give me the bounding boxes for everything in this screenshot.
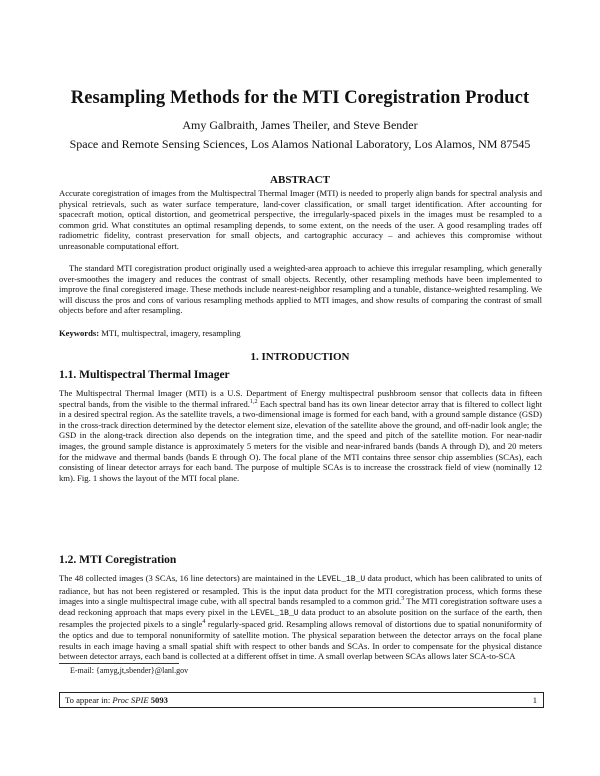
paper-affiliation: Space and Remote Sensing Sciences, Los Alamos National Laboratory, Los Alamos, NM 87545 — [69, 137, 531, 151]
subsection-1-1-text: The Multispectral Thermal Imager (MTI) is a U.S. Department of Energy multispectral pushbroom sensor that collects data in fifteen spectral bands, from the visible to the thermal infrared.$^{1,2}$ Each spectral band has its own linear detector array that is filtered to collect light in a desired spectral region. As the satellite travels, a two-dimensional image is formed for each band, with a ground sample distance (GSD) in the cross-track direction determined by the detector element size, elevation of the satellite above the ground, and off-nadir look angle; the GSD in the along-track direction also depends on the integration time, and the speed and pitch of the satellite motion. For near-nadir images, the ground sample distance is approximately 5 meters for the visible and near-infrared bands (bands A through D), and 20 meters for the midwave and thermal bands (bands E through O). The focal plane of the MTI contains three sensor chip assemblies (SCAs), each consisting of linear detector arrays for each band. The purpose of multiple SCAs is to increase the crosstrack field of view (nominally 12 km). Fig. 1 shows the layout of the MTI focal plane. — [59, 388, 542, 483]
subsection-1-2-text: The 48 collected images (3 SCAs, 16 line detectors) are maintained in the LEVEL_1B_U data product, which has been calibrated to units of radiance, but has not been registered or resampled. This is the input data product for the MTI coregistration process, which forms these images into a single multispectral image cube, with all spectral bands resampled to a common grid.$^3$ The MTI coregistration software uses a dead reckoning approach that maps every pixel in the LEVEL_1B_U data product to an absolute position on the surface of the earth, then resamples the projected pixels to a single$^4$ regularly-spaced grid. Resampling allows removal of distortions due to spatial nonuniformity of the optics and due to temporal nonuniformity of satellite motion. The physical separation between the detector arrays on the focal plane results in each image having a small spatial shift with respect to other bands and SCAs. In order to compensate for the physical distance between detector arrays, each band is collected at a different offset in time. A small overlap between SCAs allows later SCA-to-SCA — [59, 573, 543, 662]
footer-citation: To appear in: Proc SPIE 5093 — [65, 695, 168, 705]
footnote-email: E-mail: {amyg,jt,sbender}@lanl.gov — [70, 666, 189, 675]
paper-authors: Amy Galbraith, James Theiler, and Steve Bender — [182, 118, 418, 132]
page-number: 1 — [532, 695, 537, 705]
abstract-paragraph-2: The standard MTI coregistration product originally used a weighted-area approach to achieve this irregular resampling, which generally over-smoothes the imagery and reduces the contrast of small objects. Recently, other resampling methods have been implemented to improve the final coregistered image. These methods include nearest-neighbor resampling and a tunable, distance-weighted resampling. We will discuss the pros and cons of various resampling methods applied to MTI images, and show results of comparing the contrast of small objects before and after resampling. — [59, 263, 542, 316]
section-1-heading: 1. INTRODUCTION — [250, 351, 350, 363]
keywords-list: MTI, multispectral, imagery, resampling — [101, 328, 241, 338]
subsection-1-2-heading: 1.2. MTI Coregistration — [59, 554, 177, 566]
keywords-label: Keywords: — [59, 328, 100, 338]
paper-title: Resampling Methods for the MTI Coregistration Product — [70, 88, 530, 108]
footnote-rule — [59, 663, 179, 664]
abstract-heading: ABSTRACT — [270, 174, 330, 186]
keywords-line — [59, 328, 542, 339]
subsection-1-1-heading: 1.1. Multispectral Thermal Imager — [59, 369, 230, 381]
footer-box — [59, 692, 544, 708]
abstract-paragraph-1: Accurate coregistration of images from the Multispectral Thermal Imager (MTI) is needed to properly align bands for spectral analysis and physical retrievals, such as water surface temperature, land-cover classification, or small target identification. After accounting for spacecraft motion, optical distortion, and geometrical perspective, the irregularly-spaced pixels in the images must be resampled to a common grid. What constitutes an optimal resampling depends, to some extent, on the needs of the user. A good resampling trades off radiometric fidelity, contrast preservation for small objects, and cartographic accuracy – and achieves this compromise without unreasonable computational effort. — [59, 188, 542, 251]
